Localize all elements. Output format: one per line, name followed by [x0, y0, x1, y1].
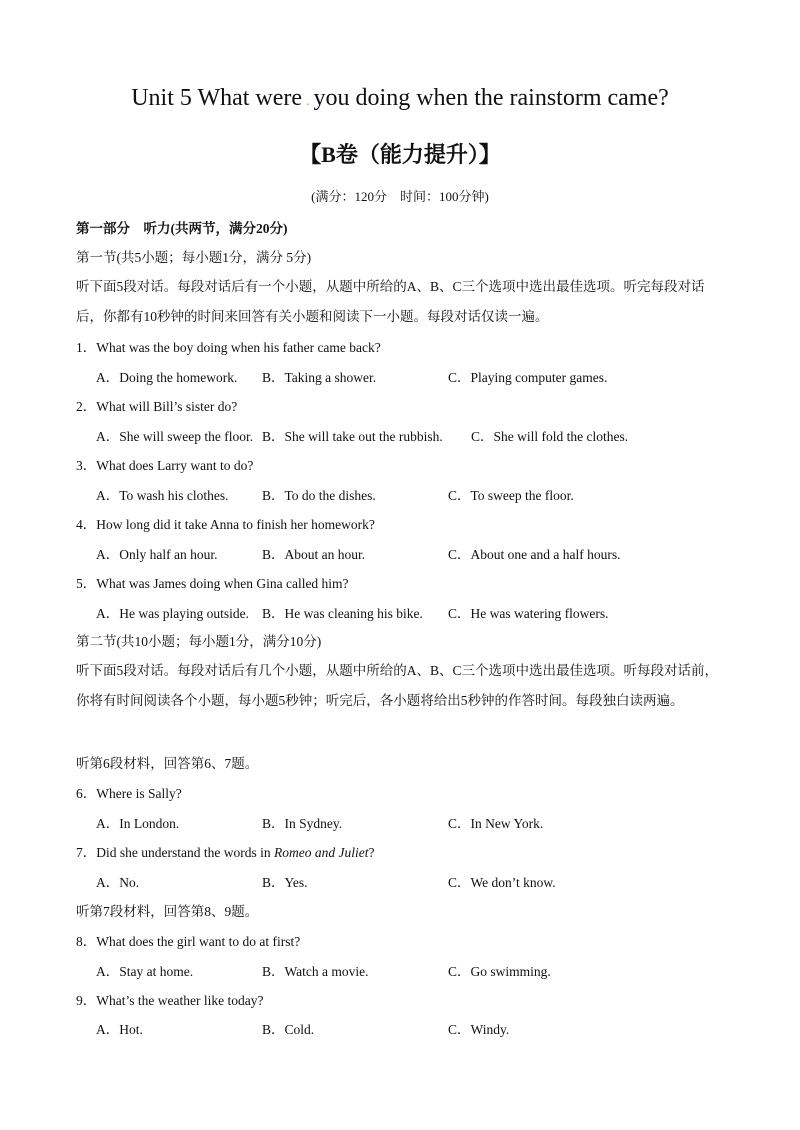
title-dot: .	[306, 94, 310, 109]
question-7-stem-suffix: ?	[368, 845, 375, 860]
question-1-option-c: C．Playing computer games.	[448, 370, 608, 385]
material-6-note: 听第6段材料，回答第6、7题。	[76, 756, 259, 771]
question-6-stem: 6．Where is Sally?	[76, 786, 182, 801]
question-5-option-b: B．He was cleaning his bike.	[262, 606, 423, 621]
question-7-option-a: A．No.	[96, 875, 140, 890]
section2-instructions: 听下面5段对话。每段对话后有几个小题，从题中所给的A、B、C三个选项中选出最佳选项。听每段对话前，你将有时间阅读各个小题，每小题5秒钟；听完后，各小题将给出5秒钟的作答时间。每段独白读两遍。	[76, 663, 719, 708]
question-6-option-c: C．In New York.	[448, 816, 544, 831]
section1-instructions: 听下面5段对话。每段对话后有一个小题，从题中所给的A、B、C三个选项中选出最佳选项。听完每段对话后，你都有10秒钟的时间来回答有关小题和阅读下一小题。每段对话仅读一遍。	[76, 279, 705, 324]
question-2-stem: 2．What will Bill’s sister do?	[76, 399, 238, 414]
question-8-option-b: B．Watch a movie.	[262, 964, 369, 979]
question-2-option-a: A．She will sweep the floor.	[96, 429, 254, 444]
question-7-option-c: C．We don’t know.	[448, 875, 556, 890]
title-text-before: Unit 5 What were	[131, 85, 303, 111]
question-9-option-b: B．Cold.	[262, 1022, 315, 1037]
question-8-option-c: C．Go swimming.	[448, 964, 551, 979]
question-4-option-c: C．About one and a half hours.	[448, 547, 621, 562]
question-3-option-b: B．To do the dishes.	[262, 488, 376, 503]
question-2-option-c: C．She will fold the clothes.	[471, 429, 629, 444]
question-9-stem: 9．What’s the weather like today?	[76, 993, 264, 1008]
question-9-option-a: A．Hot.	[96, 1022, 143, 1037]
question-9-option-c: C．Windy.	[448, 1022, 510, 1037]
question-3-stem: 3．What does Larry want to do?	[76, 458, 254, 473]
question-4-option-a: A．Only half an hour.	[96, 547, 218, 562]
section1-heading: 第一节(共5小题；每小题1分，满分 5分)	[76, 250, 312, 265]
score-time-line: (满分：120分 时间：100分钟)	[311, 189, 489, 204]
question-6-option-a: A．In London.	[96, 816, 180, 831]
question-4-stem: 4．How long did it take Anna to finish her homework?	[76, 517, 375, 532]
question-7-stem-prefix: 7．Did she understand the words in	[76, 845, 274, 860]
question-8-option-a: A．Stay at home.	[96, 964, 194, 979]
question-4-option-b: B．About an hour.	[262, 547, 366, 562]
question-7-option-b: B．Yes.	[262, 875, 308, 890]
question-5-option-a: A．He was playing outside.	[96, 606, 249, 621]
question-3-option-c: C．To sweep the floor.	[448, 488, 574, 503]
question-6-option-b: B．In Sydney.	[262, 816, 343, 831]
section2-heading: 第二节(共10小题；每小题1分，满分10分)	[76, 634, 322, 649]
question-2-option-b: B．She will take out the rubbish.	[262, 429, 443, 444]
page-title	[0, 82, 800, 118]
page-subtitle: 【B卷（能力提升）】	[299, 142, 501, 167]
question-1-option-a: A．Doing the homework.	[96, 370, 238, 385]
question-3-option-a: A．To wash his clothes.	[96, 488, 229, 503]
question-5-option-c: C．He was watering flowers.	[448, 606, 609, 621]
title-text-after: you doing when the rainstorm came?	[313, 85, 669, 111]
question-8-stem: 8．What does the girl want to do at first?	[76, 934, 301, 949]
part1-heading: 第一部分 听力(共两节，满分20分)	[76, 221, 288, 236]
question-5-stem: 5．What was James doing when Gina called him?	[76, 576, 349, 591]
question-7-stem-title: Romeo and Juliet	[273, 845, 369, 860]
material-7-note: 听第7段材料，回答第8、9题。	[76, 904, 259, 919]
question-7-stem	[76, 843, 374, 863]
question-1-option-b: B．Taking a shower.	[262, 370, 377, 385]
question-1-stem: 1．What was the boy doing when his father came back?	[76, 340, 381, 355]
